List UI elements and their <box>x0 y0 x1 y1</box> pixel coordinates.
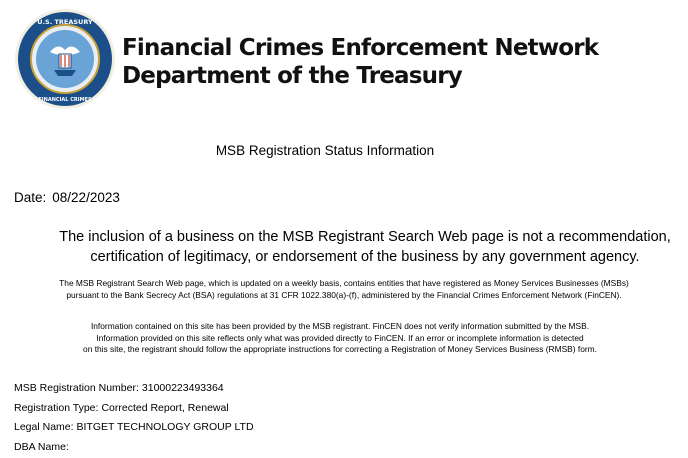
page-header <box>10 4 670 108</box>
notice-line: on this site, the registrant should follow the appropriate instructions for correcting a Registration of Money Services Business (RMSB) form. <box>83 344 597 354</box>
registration-type-field <box>14 399 254 419</box>
report-date <box>14 190 120 205</box>
svg-text:FINANCIAL CRIMES: FINANCIAL CRIMES <box>38 97 92 103</box>
date-value: 08/22/2023 <box>52 190 120 205</box>
agency-name <box>122 34 598 90</box>
field-label: Registration Type: <box>14 401 99 414</box>
legal-name-field <box>14 418 254 438</box>
date-label: Date: <box>14 190 47 205</box>
notice-line: pursuant to the Bank Secrecy Act (BSA) regulations at 31 CFR 1022.380(a)-(f), administered by the Financial Crimes Enforcement Network (FinCEN). <box>66 289 622 300</box>
field-value: Corrected Report, Renewal <box>101 401 229 414</box>
registration-number-field <box>14 379 254 399</box>
field-value: BITGET TECHNOLOGY GROUP LTD <box>76 421 254 433</box>
dba-name-field <box>14 438 254 458</box>
field-label: DBA Name: <box>14 440 69 453</box>
disclaimer <box>40 227 688 267</box>
field-label: Legal Name: <box>14 421 74 433</box>
field-label: MSB Registration Number: <box>14 382 139 394</box>
agency-name-line1: Financial Crimes Enforcement Network <box>122 35 599 61</box>
disclaimer-line: The inclusion of a business on the MSB Registrant Search Web page is not a recommendation, <box>59 229 671 245</box>
notice-line: Information contained on this site has been provided by the MSB registrant. FinCEN does not verify information submitted by the MSB. <box>90 321 590 331</box>
agency-name-line2: Department of the Treasury <box>122 63 462 89</box>
disclaimer-line: certification of legitimacy, or endorsement of the business by any government agency. <box>90 249 640 265</box>
field-value: 31000223493364 <box>141 382 224 394</box>
page-title: MSB Registration Status Information <box>215 143 435 158</box>
notice-line: The MSB Registrant Search Web page, which is updated on a weekly basis, contains entities that have registered as Money Services Businesses (MSBs) <box>59 278 629 288</box>
registrant-search-notice <box>0 278 688 301</box>
registration-fields <box>14 379 254 457</box>
treasury-seal-icon <box>14 8 116 110</box>
svg-text:U.S. TREASURY: U.S. TREASURY <box>37 18 93 26</box>
information-accuracy-notice <box>0 321 680 356</box>
notice-line: Information provided on this site reflects only what was provided directly to FinCEN. If an error or incomplete information is detected <box>96 332 584 343</box>
